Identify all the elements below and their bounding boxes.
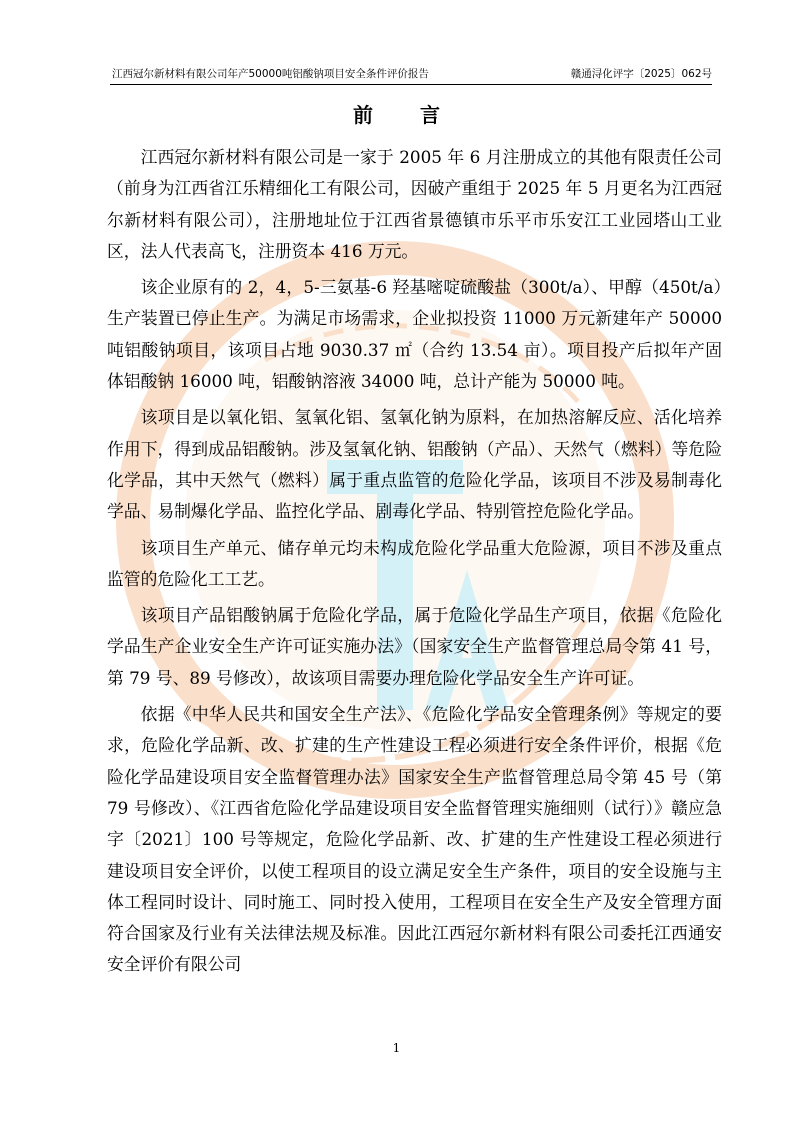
- paragraph-license: 该项目产品铝酸钠属于危险化学品，属于危险化学品生产项目，依据《危险化学品生产企业安全生产许可证实施办法》（国家安全生产监督管理总局令第 41 号，第 79 号、89 号修改），故该项目需要办理危险化学品安全生产许可证。: [107, 605, 722, 688]
- header-report-title: 江西冠尔新材料有限公司年产50000吨铝酸钠项目安全条件评价报告: [112, 68, 429, 80]
- paragraph-project-overview: 该企业原有的 2，4，5-三氨基-6 羟基嘧啶硫酸盐（300t/a）、甲醇（450t/a）生产装置已停止生产。为满足市场需求，企业拟投资 11000 万元新建年产 50000 吨铝酸钠项目，该项目占地 9030.37 ㎡（合约 13.54 亩）。项目投产后拟年产固体铝酸钠 16000 吨，铝酸钠溶液 34000 吨，总计产能为 50000 吨。: [107, 277, 722, 392]
- paragraph-hazard-sources: 该项目生产单元、储存单元均未构成危险化学品重大危险源，项目不涉及重点监管的危险化工工艺。: [107, 537, 722, 589]
- page-header: [110, 66, 712, 85]
- paragraph-company-intro: 江西冠尔新材料有限公司是一家于 2005 年 6 月注册成立的其他有限责任公司（前身为江西省江乐精细化工有限公司，因破产重组于 2025 年 5 月更名为江西冠尔新材料有限公司），注册地址位于江西省景德镇市乐平市乐安江工业园塔山工业区，法人代表高飞，注册资本 416 万元。: [107, 147, 722, 261]
- paragraph-raw-materials: 该项目是以氧化铝、氢氧化铝、氢氧化钠为原料，在加热溶解反应、活化培养作用下，得到成品铝酸钠。涉及氢氧化钠、铝酸钠（产品）、天然气（燃料）等危险化学品，其中天然气（燃料）属于重点监管的危险化学品，该项目不涉及易制毒化学品、易制爆化学品、监控化学品、剧毒化学品、特别管控危险化学品。: [107, 407, 722, 522]
- header-report-number: 赣通浔化评字〔2025〕062号: [570, 68, 712, 80]
- section-title: 前 言: [353, 103, 460, 127]
- document-body: [107, 142, 722, 981]
- page-number: 1: [392, 1041, 401, 1055]
- paragraph-regulations: 依据《中华人民共和国安全生产法》、《危险化学品安全管理条例》等规定的要求，危险化学品新、改、扩建的生产性建设工程必须进行安全条件评价，根据《危险化学品建设项目安全监督管理办法》国家安全生产监督管理总局令第 45 号（第 79 号修改）、《江西省危险化学品建设项目安全监督管理实施细则（试行）》赣应急字〔2021〕100 号等规定，危险化学品新、改、扩建的生产性建设工程必须进行建设项目安全评价，以使工程项目的设立满足安全生产条件，项目的安全设施与主体工程同时设计、同时施工、同时投入使用，工程项目在安全生产及安全管理方面符合国家及行业有关法律法规及标准。因此江西冠尔新材料有限公司委托江西通安安全评价有限公司: [107, 704, 722, 975]
